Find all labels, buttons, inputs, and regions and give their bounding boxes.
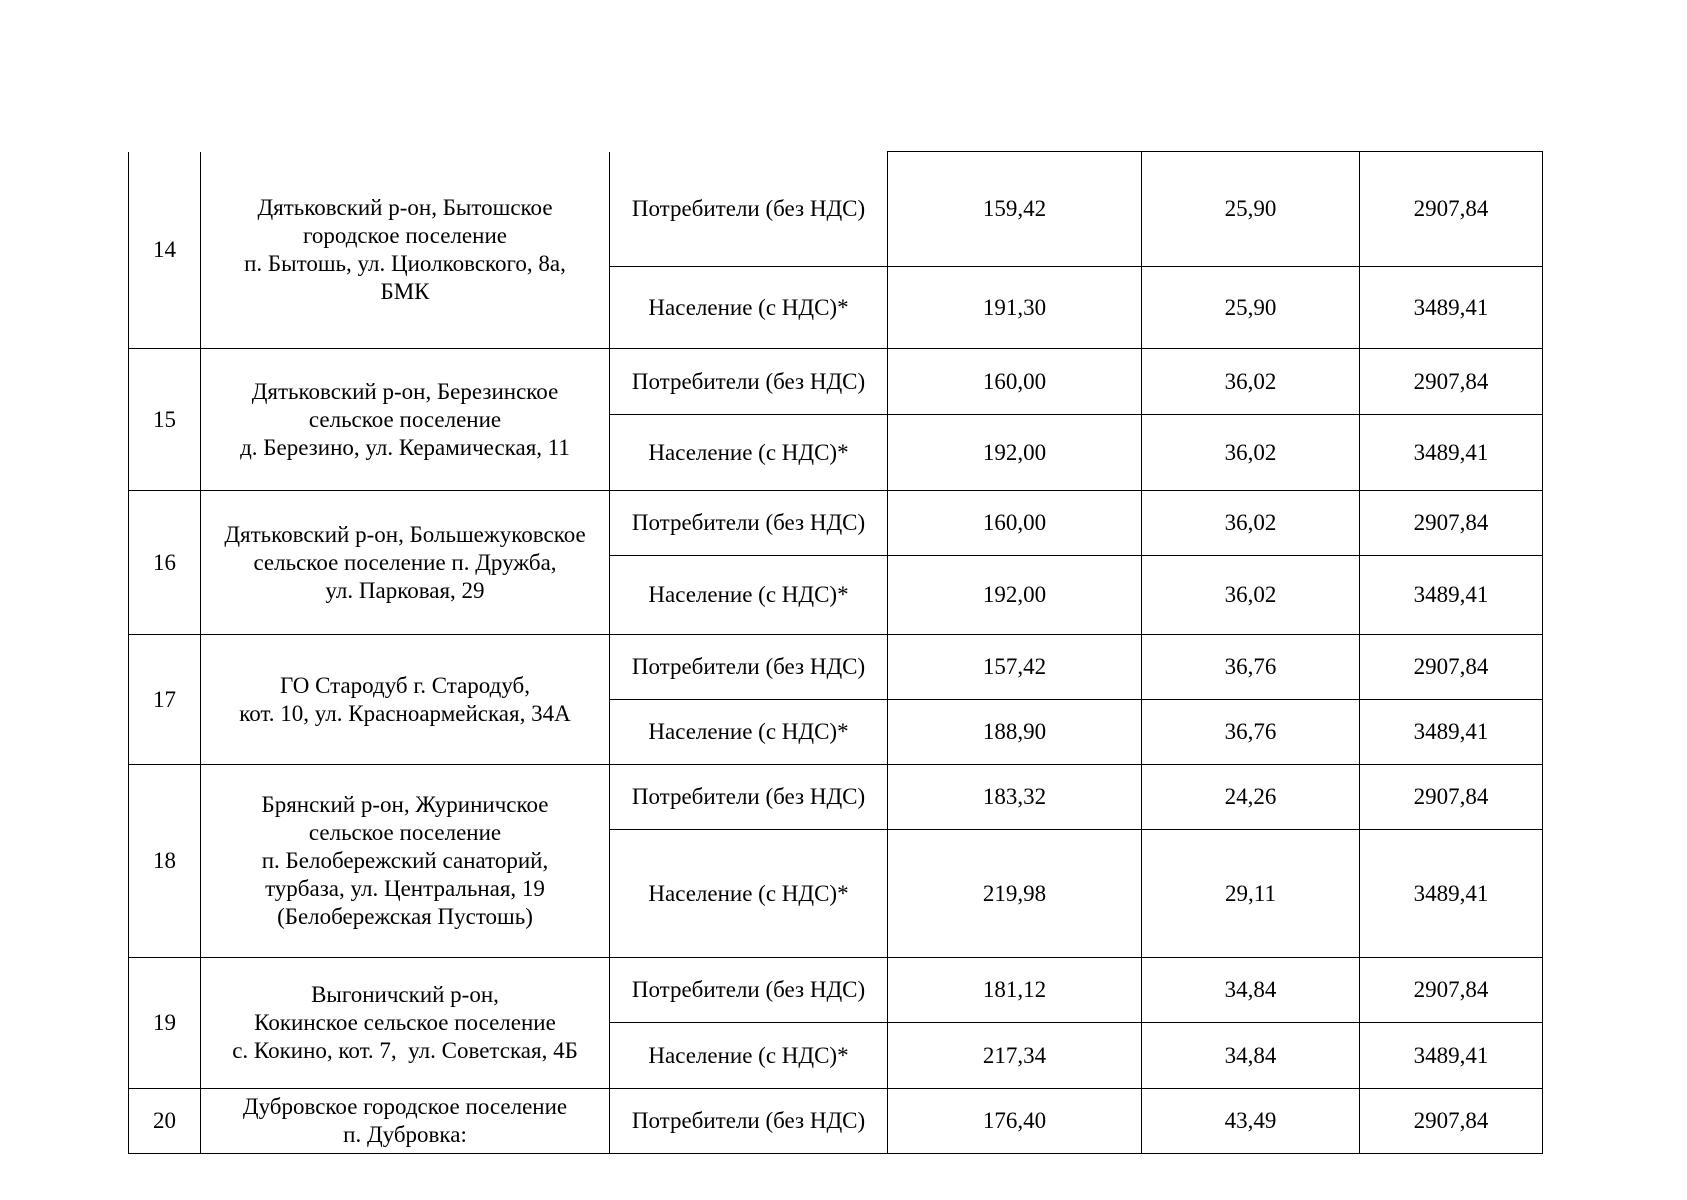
value-cell: 29,11 <box>1142 830 1360 958</box>
consumer-type: Потребители (без НДС) <box>610 958 888 1023</box>
address-line: Дятьковский р-он, Бытошское <box>257 194 553 220</box>
address-line: п. Бытошь, ул. Циолковского, 8а, <box>244 250 566 276</box>
value-cell: 157,42 <box>888 635 1142 700</box>
address-line: сельское поселение <box>308 820 502 845</box>
consumer-type: Потребители (без НДС) <box>610 765 888 830</box>
value-cell: 3489,41 <box>1360 700 1543 765</box>
address-line: (Белобережская Пустошь) <box>277 904 533 929</box>
value-cell: 36,02 <box>1142 491 1360 556</box>
value-cell: 191,30 <box>888 267 1142 349</box>
address-line: Брянский р-он, Журиничское <box>261 792 549 817</box>
consumer-type: Потребители (без НДС) <box>610 349 888 415</box>
value-cell: 43,49 <box>1142 1089 1360 1154</box>
value-cell: 25,90 <box>1142 267 1360 349</box>
value-cell: 2907,84 <box>1360 765 1543 830</box>
address-line: п. Дубровка: <box>343 1122 467 1147</box>
table-row <box>129 635 1543 700</box>
row-number: 14 <box>129 152 201 349</box>
consumer-type: Потребители (без НДС) <box>610 1089 888 1154</box>
value-cell: 217,34 <box>888 1023 1142 1089</box>
value-cell: 176,40 <box>888 1089 1142 1154</box>
consumer-type: Население (с НДС)* <box>610 267 888 349</box>
value-cell: 2907,84 <box>1360 1089 1543 1154</box>
address-line: Выгоничский р-он, <box>311 982 499 1007</box>
value-cell: 36,02 <box>1142 556 1360 635</box>
consumer-type: Потребители (без НДС) <box>610 635 888 700</box>
row-address <box>201 958 610 1089</box>
address-line: п. Белобережский санаторий, <box>261 848 549 873</box>
value-cell: 34,84 <box>1142 1023 1360 1089</box>
row-address <box>201 491 610 635</box>
row-address <box>201 152 610 349</box>
address-line: ул. Парковая, 29 <box>325 577 485 603</box>
value-cell: 192,00 <box>888 415 1142 491</box>
row-number: 20 <box>129 1089 201 1154</box>
consumer-type: Население (с НДС)* <box>610 830 888 958</box>
value-cell: 3489,41 <box>1360 830 1543 958</box>
row-number: 17 <box>129 635 201 765</box>
address-line: БМК <box>380 278 430 304</box>
row-number: 19 <box>129 958 201 1089</box>
value-cell: 2907,84 <box>1360 152 1543 267</box>
row-number: 16 <box>129 491 201 635</box>
address-line: кот. 10, ул. Красноармейская, 34А <box>239 700 571 726</box>
address-line: д. Березино, ул. Керамическая, 11 <box>240 434 570 460</box>
value-cell: 160,00 <box>888 349 1142 415</box>
row-address <box>201 635 610 765</box>
value-cell: 181,12 <box>888 958 1142 1023</box>
value-cell: 36,76 <box>1142 635 1360 700</box>
value-cell: 3489,41 <box>1360 1023 1543 1089</box>
value-cell: 160,00 <box>888 491 1142 556</box>
address-line: турбаза, ул. Центральная, 19 <box>265 876 545 901</box>
value-cell: 2907,84 <box>1360 635 1543 700</box>
address-line: Дятьковский р-он, Березинское <box>251 378 559 404</box>
value-cell: 36,02 <box>1142 349 1360 415</box>
value-cell: 3489,41 <box>1360 415 1543 491</box>
value-cell: 188,90 <box>888 700 1142 765</box>
value-cell: 159,42 <box>888 152 1142 267</box>
address-line: сельское поселение <box>308 406 502 432</box>
address-line: ГО Стародуб г. Стародуб, <box>280 672 530 698</box>
consumer-type: Потребители (без НДС) <box>610 491 888 556</box>
consumer-type: Население (с НДС)* <box>610 556 888 635</box>
value-cell: 34,84 <box>1142 958 1360 1023</box>
row-number: 15 <box>129 349 201 491</box>
value-cell: 2907,84 <box>1360 958 1543 1023</box>
row-address <box>201 349 610 491</box>
value-cell: 3489,41 <box>1360 556 1543 635</box>
row-address <box>201 1089 610 1154</box>
value-cell: 24,26 <box>1142 765 1360 830</box>
consumer-type: Потребители (без НДС) <box>610 152 888 267</box>
value-cell: 219,98 <box>888 830 1142 958</box>
value-cell: 183,32 <box>888 765 1142 830</box>
value-cell: 3489,41 <box>1360 267 1543 349</box>
value-cell: 2907,84 <box>1360 491 1543 556</box>
address-line: городское поселение <box>303 222 507 248</box>
tariff-table <box>128 151 1543 1154</box>
consumer-type: Население (с НДС)* <box>610 1023 888 1089</box>
value-cell: 25,90 <box>1142 152 1360 267</box>
consumer-type: Население (с НДС)* <box>610 700 888 765</box>
table-row <box>129 958 1543 1023</box>
table-row <box>129 765 1543 830</box>
consumer-type: Население (с НДС)* <box>610 415 888 491</box>
value-cell: 2907,84 <box>1360 349 1543 415</box>
table-row <box>129 491 1543 556</box>
value-cell: 36,76 <box>1142 700 1360 765</box>
row-number: 18 <box>129 765 201 958</box>
address-line: Дубровское городское поселение <box>242 1094 568 1119</box>
address-line: сельское поселение п. Дружба, <box>253 549 557 575</box>
table-row <box>129 1089 1543 1154</box>
value-cell: 36,02 <box>1142 415 1360 491</box>
address-line: Кокинское сельское поселение <box>254 1010 556 1035</box>
value-cell: 192,00 <box>888 556 1142 635</box>
row-address <box>201 765 610 958</box>
address-line: Дятьковский р-он, Большежуковское <box>224 521 586 547</box>
address-line: с. Кокино, кот. 7, ул. Советская, 4Б <box>232 1038 578 1063</box>
table-row <box>129 349 1543 415</box>
table-row <box>129 152 1543 267</box>
